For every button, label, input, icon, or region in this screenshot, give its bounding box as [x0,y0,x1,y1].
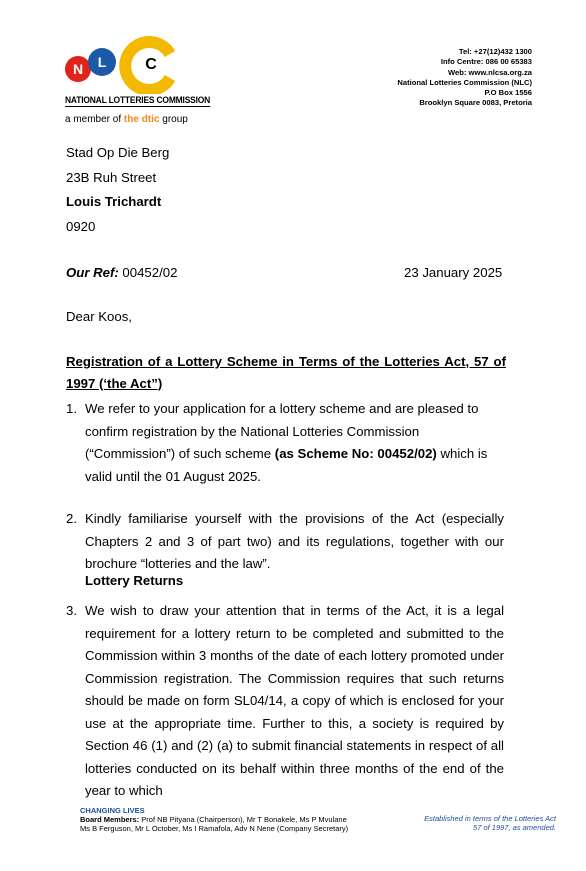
scheme-number: (as Scheme No: 00452/02) [274,446,437,461]
paragraph-1 [66,398,504,488]
recipient-address [66,141,169,239]
paragraph-text-pre: We refer to your application for a lottery scheme and are pleased to confirm registration by the National Lotteries Commission (“Commission”) of such scheme [85,401,479,461]
footer-slogan: CHANGING LIVES [80,806,145,815]
address-line-4: 0920 [66,218,96,234]
logo-letter-c: C [145,56,157,73]
paragraph-number: 3. [66,603,77,618]
paragraph-text: Kindly familiarise yourself with the provisions of the Act (especially Chapters 2 and 3 of part two) and its regulations, together with our brochure “lotteries and the law”. [85,511,504,571]
footer-board-line-2: Ms B Ferguson, Mr L October, Ms I Ramafola, Adv N Nene (Company Secretary) [80,824,349,833]
nlc-logo-mark [64,32,188,94]
letter-date: 23 January 2025 [404,265,503,280]
letter-heading-text: Registration of a Lottery Scheme in Terms of the Lotteries Act, 57 of 1997 (‘the Act”) [66,354,506,391]
contact-org: National Lotteries Commission (NLC) [397,77,532,87]
footer-board [80,806,348,833]
logo-tagline-pre: a member of [65,114,124,125]
letter-heading [66,351,506,394]
reference [66,265,177,280]
contact-block [397,47,532,109]
contact-po-box: P.O Box 1556 [484,88,532,98]
contact-web: Web: www.nlcsa.org.za [448,67,532,77]
footer-established-line-1: Established in terms of the Lotteries Act [424,814,556,823]
footer-board-line-1 [80,815,348,824]
footer-board-names-1: Prof NB Pityana (Chairperson), Mr T Bonakele, Ms P Mvulane [139,815,347,824]
footer-board-label: Board Members: [80,815,140,824]
address-line-2: 23B Ruh Street [66,169,157,185]
address-line-1: Stad Op Die Berg [66,145,170,160]
footer-established [424,814,556,832]
subheading-lottery-returns: Lottery Returns [85,573,184,588]
logo-tagline-accent: the dtic [123,114,160,125]
address-line-3: Louis Trichardt [66,194,162,210]
logo-letter-l: L [97,54,107,70]
footer-established-line-2: 57 of 1997, as amended. [473,823,556,832]
paragraph-text [85,398,504,488]
paragraph-3 [66,600,504,803]
logo-name: NATIONAL LOTTERIES COMMISSION [65,95,211,105]
contact-city: Brooklyn Square 0083, Pretoria [419,98,532,108]
contact-info-centre: Info Centre: 086 00 65383 [440,57,532,67]
logo-tagline [65,114,188,125]
greeting: Dear Koos, [66,309,132,324]
paragraph-number: 2. [66,511,77,526]
paragraph-text-post: which is valid until the 01 August 2025. [85,446,488,484]
logo-tagline-post: group [159,114,188,125]
logo-letter-n: N [72,61,84,77]
reference-label: Our Ref: [66,265,119,280]
contact-tel: Tel: +27(12)432 1300 [458,47,532,56]
reference-value: 00452/02 [118,265,178,280]
paragraph-number: 1. [66,401,77,416]
paragraph-text: We wish to draw your attention that in terms of the Act, it is a legal requirement for a lottery return to be completed and submitted to the Commission within 3 months of the date of each lottery promoted under Commission registration. The Commission requires that such returns should be made on form SL04/14, a copy of which is enclosed for your use at the appropriate time. Further to this, a society is required by Section 46 (1) and (2) (a) to submit financial statements in respect of all lotteries conducted on its behalf within three months of the end of the year to which [85,603,504,798]
nlc-logo [64,32,211,128]
paragraph-2 [66,508,504,576]
